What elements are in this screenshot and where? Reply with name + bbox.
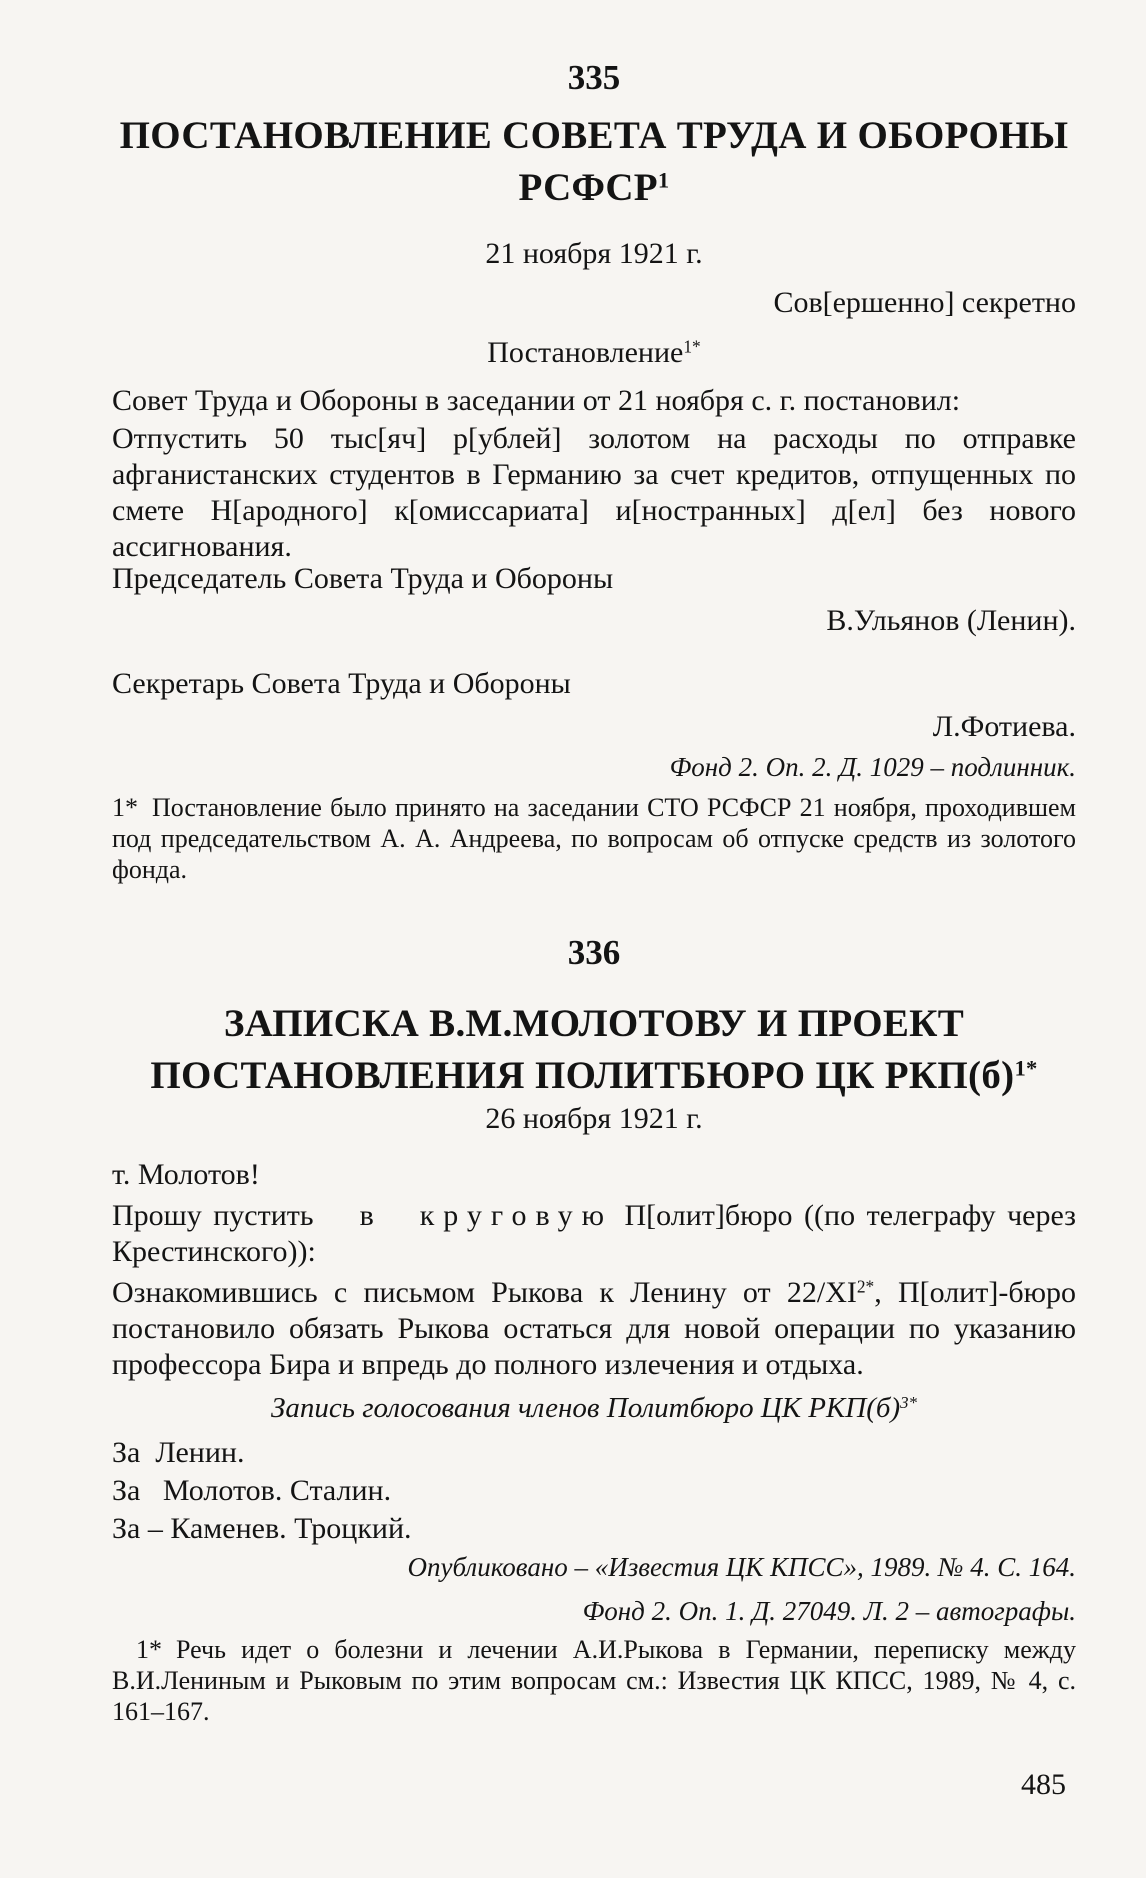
doc335-paragraph-1: Совет Труда и Обороны в заседании от 21 ноября с. г. постановил:	[112, 384, 961, 417]
doc335-heading-footnote-ref: 1*	[683, 336, 701, 357]
doc335-title	[112, 110, 1076, 214]
doc336-salutation: т. Молотов!	[112, 1158, 260, 1191]
doc336-vote-heading: Запись голосования членов Политбюро ЦК $РКП(б)^{3*}$	[271, 1392, 917, 1424]
doc336-title-footnote-ref: 1*	[1014, 1055, 1038, 1081]
doc336-title-line2: ПОСТАНОВЛЕНИЯ ПОЛИТБЮРО ЦК $РКП(б)^{1*}$	[150, 1054, 1038, 1097]
doc336-title	[112, 998, 1076, 1102]
doc335-secretary-label: Секретарь Совета Труда и Обороны	[112, 667, 571, 700]
doc336-spaced-word: круговую	[419, 1199, 613, 1232]
doc336-paragraph-2-footnote-ref: 2*	[856, 1276, 875, 1297]
doc336-vote-list	[112, 1434, 1076, 1548]
doc336-footnote-mark: 1*	[136, 1635, 162, 1664]
vote-row: За Ленин.	[112, 1436, 245, 1469]
doc335-number: 335	[567, 58, 621, 97]
doc335-footnote-mark: 1*	[112, 793, 138, 822]
doc336-vote-footnote-ref: 3*	[900, 1392, 917, 1412]
doc335-date: 21 ноября 1921 г.	[485, 237, 703, 270]
doc335-chairman-signature: В.Ульянов (Ленин).	[826, 604, 1076, 637]
doc335-title-line2: РСФСР$^1$	[518, 166, 670, 209]
doc336-date: 26 ноября 1921 г.	[485, 1102, 703, 1135]
doc336-footnote-text: Речь идет о болезни и лечении А.И.Рыкова в Германии, переписку между В.И.Лениным и Рыковым по этим вопросам см.: Известия ЦК КПСС, 1989, № 4, с. 161–167.	[112, 1635, 1076, 1726]
doc335-title-line1: ПОСТАНОВЛЕНИЕ СОВЕТА ТРУДА И ОБОРОНЫ	[119, 114, 1069, 157]
doc336-title-line1: ЗАПИСКА В.М.МОЛОТОВУ И ПРОЕКТ	[223, 1002, 965, 1045]
doc336-paragraph-2: Ознакомившись с письмом Рыкова к Ленину от $22/XI^{2*}$, П[олит]-бюро постановило обязать Рыкова остаться для новой операции по указанию профессора Бира и впредь до полного излечения и отдыха.	[112, 1276, 1076, 1381]
doc336-publication-source: Опубликовано – «Известия ЦК КПСС», 1989. № 4. С. 164.	[407, 1552, 1076, 1582]
doc335-secretary-signature: Л.Фотиева.	[932, 710, 1076, 743]
page-number: 485	[1021, 1768, 1066, 1801]
vote-row: За Молотов. Сталин.	[112, 1474, 392, 1507]
doc336-paragraph-1: Прошу пустить в круговую П[олит]бюро ((по телеграфу через Крестинского)):	[112, 1199, 1077, 1268]
doc335-archive-source: Фонд 2. Оп. 2. Д. 1029 – подлинник.	[669, 752, 1076, 782]
doc335-footnote-text: Постановление было принято на заседании СТО РСФСР 21 ноября, проходившем под председательством А. А. Андреева, по вопросам об отпуске средств из золотого фонда.	[112, 793, 1076, 884]
doc335-chairman-label: Председатель Совета Труда и Обороны	[112, 562, 614, 595]
doc336-footnote	[112, 1634, 1076, 1727]
doc335-title-footnote-ref: 1	[657, 167, 670, 193]
doc335-secrecy-stamp: Сов[ершенно] секретно	[773, 286, 1076, 319]
doc336-number: 336	[567, 933, 621, 972]
vote-row: За – Каменев. Троцкий.	[112, 1512, 412, 1545]
doc335-paragraph-2: Отпустить 50 тыс[яч] р[ублей] золотом на расходы по отправке афганистанских студентов в Германию за счет кредитов, отпущенных по смете Н[ародного] к[омиссариата] и[ностранных] д[ел] без нового ассигнования.	[112, 422, 1076, 563]
doc335-heading: Постановление$^{1*}$	[487, 336, 701, 369]
doc335-footnote	[112, 792, 1076, 885]
doc336-archive-source: Фонд 2. Оп. 1. Д. 27049. Л. 2 – автографы.	[582, 1596, 1076, 1626]
